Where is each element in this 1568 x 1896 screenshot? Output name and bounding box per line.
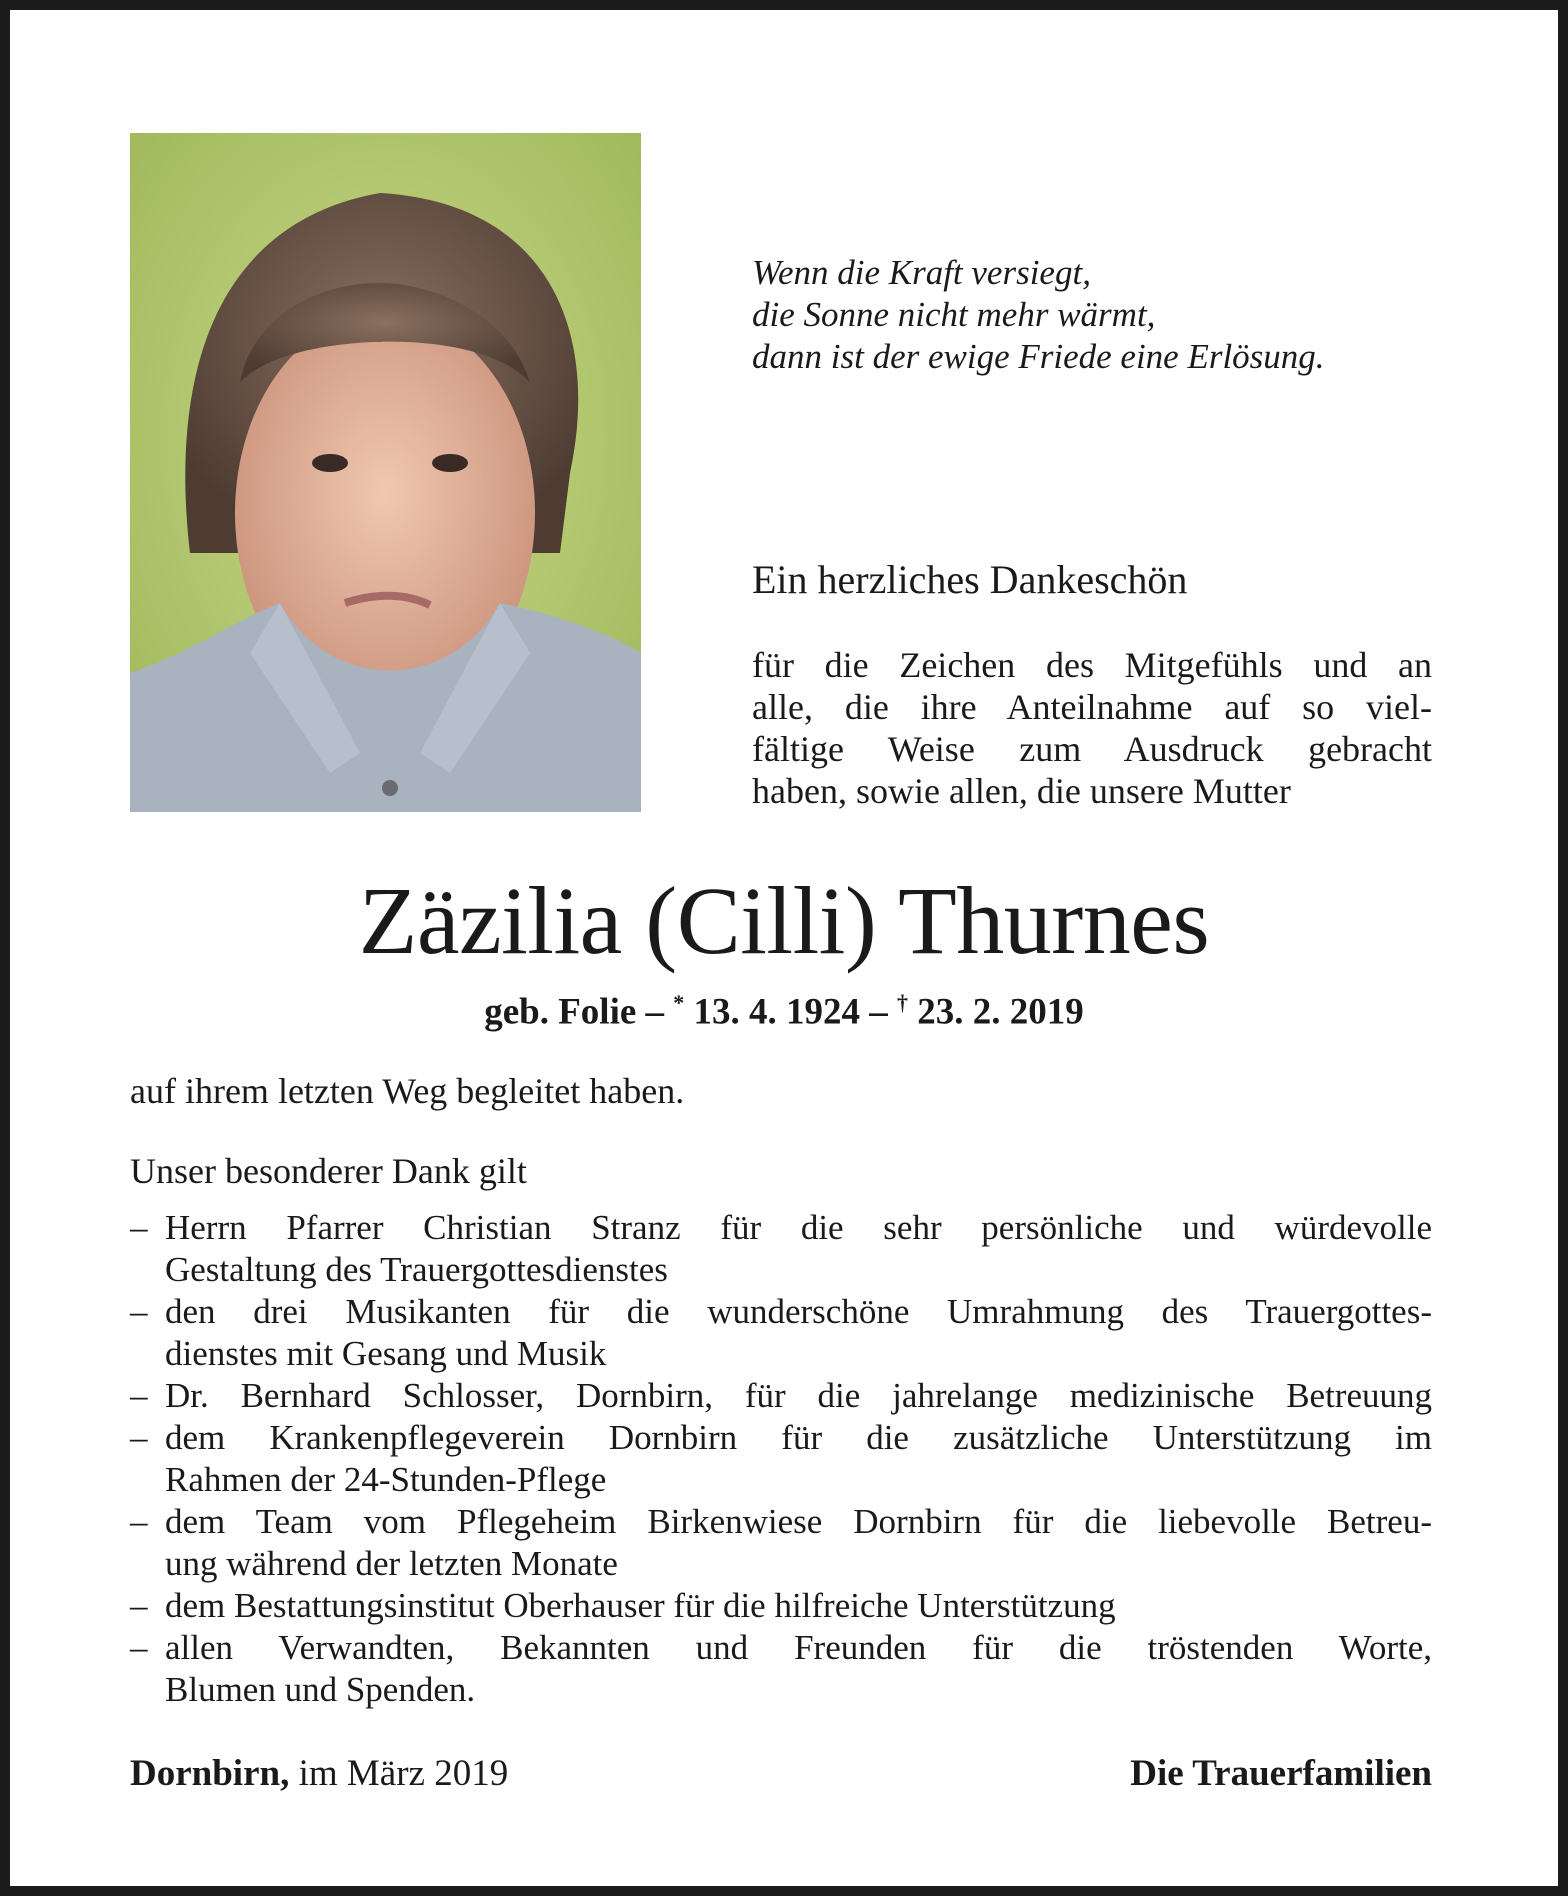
date: im März 2019 — [289, 1753, 509, 1794]
dash-bullet: – — [130, 1376, 148, 1415]
death-date: 23. 2. 2019 — [908, 991, 1084, 1033]
thanks-list-item — [130, 1627, 1432, 1711]
item-line: Gestaltung des Trauergottesdienstes — [165, 1250, 668, 1289]
item-line: Dr. Bernhard Schlosser, Dornbirn, für die jahrelange medizinische Betreuung — [165, 1376, 1432, 1415]
item-line: allen Verwandten, Bekannten und Freunden für die tröstenden Worte, — [165, 1628, 1432, 1667]
thanks-list-item — [130, 1585, 1432, 1627]
item-line: den drei Musikanten für die wunderschöne Umrahmung des Trauergottes- — [165, 1292, 1432, 1331]
birth-date: 13. 4. 1924 – — [684, 991, 898, 1033]
maiden-name: geb. Folie – — [484, 991, 674, 1033]
item-line: dem Bestattungsinstitut Oberhauser für die hilfreiche Unterstützung — [165, 1586, 1116, 1625]
thanks-list-item — [130, 1207, 1432, 1291]
quote-line: die Sonne nicht mehr wärmt, — [752, 295, 1156, 334]
dash-bullet: – — [130, 1628, 148, 1667]
item-line: ung während der letzten Monate — [165, 1544, 618, 1583]
dash-bullet: – — [130, 1502, 148, 1541]
intro-line: für die Zeichen des Mitgefühls und an — [752, 645, 1432, 685]
life-dates — [0, 990, 1568, 1033]
item-line: Rahmen der 24-Stunden-Pflege — [165, 1460, 607, 1499]
dash-bullet: – — [130, 1418, 148, 1457]
birth-mark: * — [673, 990, 685, 1015]
thanks-list-item — [130, 1375, 1432, 1417]
item-line: dem Krankenpflegeverein Dornbirn für die zusätzliche Unterstützung im — [165, 1418, 1432, 1457]
dash-bullet: – — [130, 1292, 148, 1331]
thanks-list — [130, 1207, 1432, 1711]
intro-line: haben, sowie allen, die unsere Mutter — [752, 771, 1291, 811]
thanks-list-item — [130, 1291, 1432, 1375]
memorial-quote — [752, 252, 1325, 378]
closing-line: auf ihrem letzten Weg begleitet haben. — [130, 1071, 685, 1111]
dash-bullet: – — [130, 1586, 148, 1625]
intro-line: alle, die ihre Anteilnahme auf so viel- — [752, 687, 1432, 727]
quote-line: Wenn die Kraft versiegt, — [752, 253, 1091, 292]
intro-paragraph — [752, 644, 1432, 812]
signature: Die Trauerfamilien — [1130, 1753, 1432, 1794]
item-line: dienstes mit Gesang und Musik — [165, 1334, 607, 1373]
intro-line: fältige Weise zum Ausdruck gebracht — [752, 729, 1432, 769]
place: Dornbirn, — [130, 1753, 290, 1794]
item-line: Blumen und Spenden. — [165, 1670, 476, 1709]
dash-bullet: – — [130, 1208, 148, 1247]
portrait-photo — [130, 133, 641, 812]
item-line: dem Team vom Pflegeheim Birkenwiese Dornbirn für die liebevolle Betreu- — [165, 1502, 1432, 1541]
deceased-name: Zäzilia (Cilli) Thurnes — [358, 867, 1210, 974]
item-line: Herrn Pfarrer Christian Stranz für die sehr persönliche und würdevolle — [165, 1208, 1432, 1247]
thanks-list-item — [130, 1501, 1432, 1585]
quote-line: dann ist der ewige Friede eine Erlösung. — [752, 337, 1325, 376]
place-date — [130, 1752, 508, 1795]
thanks-list-item — [130, 1417, 1432, 1501]
special-thanks-heading: Unser besonderer Dank gilt — [130, 1151, 527, 1191]
thanks-heading: Ein herzliches Dankeschön — [752, 557, 1188, 602]
death-mark: † — [897, 990, 909, 1015]
